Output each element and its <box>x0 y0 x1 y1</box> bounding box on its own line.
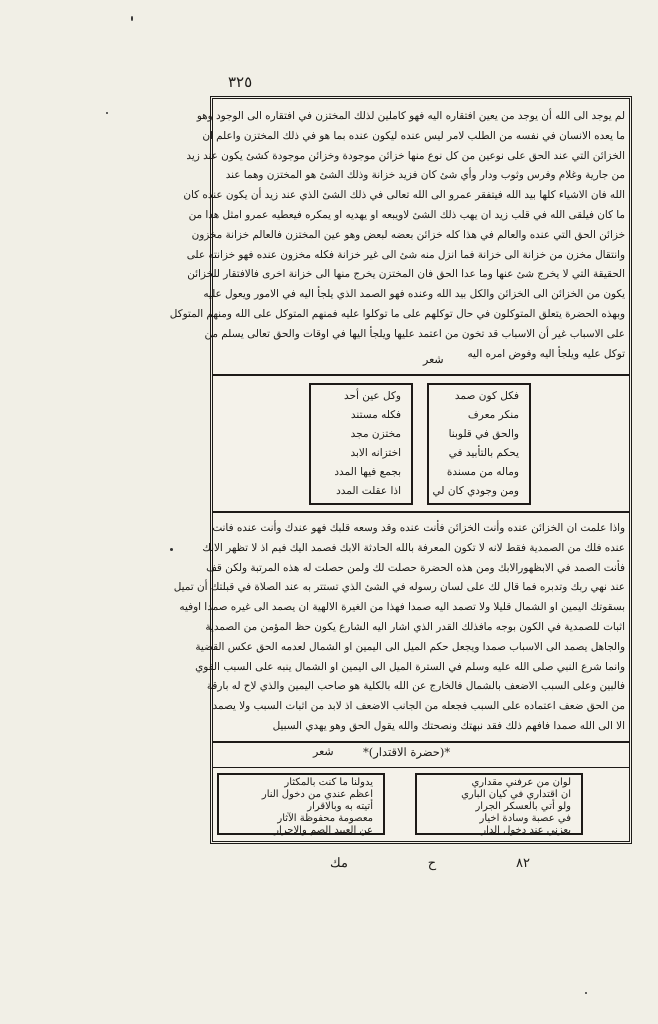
verse: اذا عقلت المدد <box>336 485 401 497</box>
page-number: ٣٢٥ <box>228 73 253 91</box>
verse: والحق في قلوبنا <box>448 428 519 440</box>
section2-text <box>173 517 629 739</box>
text-line: خزائن الحق التي عنده والعالم في هذا كله خزائن بعضه لبعض وهو عين المختزن فالعالم خزانة مخزون <box>191 228 625 241</box>
verse: معصومة محفوظة الآثار <box>277 813 373 824</box>
poem2 <box>217 773 583 835</box>
verse: أتيته به وبالاقرار <box>307 801 373 812</box>
verse: وماله من مسندة <box>446 466 519 478</box>
verse: اعظم عندي من دخول النار <box>261 789 373 800</box>
text-line: اثبات للصمدية في الكون بوجه مافذلك القدر الذي اشار اليه الشارع يكون حظ المؤمن من الصمدية <box>205 620 625 633</box>
text-line: ما يعده الانسان في نفسه من الطلب لامر ليس عنده ليكون عنده بما هو في ذلك المختزن واعلم ان <box>202 129 625 142</box>
poem1-right-column <box>427 383 531 505</box>
verse: في عصبة وسادة اخيار <box>479 813 571 824</box>
text-line: عند نهي ربك وتدبره فما قال لك على لسان رسوله في الشئ الذي تستتر به عند الصلاة في قبلتك أن تميل <box>173 581 625 594</box>
footer-letter: ح <box>427 856 437 871</box>
text-line: وانتقال مخزن من خزانة الى خزانة فما انزل منه شئ الى غير خزانة فكله مخزون عنده فهو خزانته على <box>186 248 625 261</box>
scan-speck <box>106 112 108 114</box>
footer-abbr: مك <box>330 856 348 871</box>
text-line: الخزائن التي عند الحق على نوعين من كل نوع منها خزائن موجودة وخزائن موجودة كشئ يكون عند زيد <box>186 149 625 162</box>
verse: لوان من عرفني مقداري <box>471 777 571 788</box>
scan-speck <box>585 992 587 994</box>
poem2-label: شعر <box>313 745 334 758</box>
text-line: توكل عليه ويلجأ اليه وفوض امره اليه <box>467 347 625 360</box>
verse: ان اقتداري في كيان الباري <box>461 789 571 800</box>
verse: ومن وجودي كان لي <box>432 485 519 497</box>
poem1-label: شعر <box>423 353 444 366</box>
verse: ولو أتي بالعسكر الجرار <box>475 801 571 812</box>
text-line: يكون من الخزائن الى الخزائن والكل بيد الله وعنده فهو الصمد الذي يلجأ اليه في الامور ويعول عليه <box>203 288 625 301</box>
page-footer <box>330 856 530 871</box>
text-line: من جارية وغلام وفرس وثوب ودار وأي شئ كان فزيد خزانة وذلك الشئ هو المختزن وهما عند <box>225 169 625 182</box>
verse: عن العبيد الصم والاحرار <box>274 825 373 836</box>
poem2-left-column <box>217 773 385 835</box>
text-line: على الاسباب غير أن الاسباب قد تخون من اعتمد عليها ويلجأ اليها في اوقات والحق تعالى يسلم من <box>204 327 625 340</box>
verse: فكل كون صمد <box>454 390 519 402</box>
poem1-left-column <box>309 383 413 505</box>
poem1 <box>309 383 531 505</box>
verse: يعزني عند دخول الدار <box>481 825 571 836</box>
verse: منكر معرف <box>467 409 519 421</box>
text-line: وبهذه الحضرة يتعلق المتوكلون في حال توكلهم على ما توكلوا عليه فمنهم المتوكل على الله ومنهم المتوكل <box>169 307 625 320</box>
section1-text <box>169 105 629 366</box>
text-line: من الحق ضعف اعتماده على السبب فجعله من الجانب الاضعف اذ لابد من اثبات السبب ولا يصمد <box>212 700 625 713</box>
verse: بجمع فيها المدد <box>334 466 401 478</box>
verse: اختزانه الابد <box>350 447 401 459</box>
text-line: الا الى الله صمدا فافهم ذلك فقد نبهتك ونصحتك والله يقول الحق وهو يهدي السبيل <box>272 719 625 732</box>
text-line: الله فان الاشياء كلها بيد الله فيتفقر عمرو الى الله تعالى في ذلك الشئ الذي عند زيد أن يكون عنده كان <box>183 189 625 202</box>
verse: وكل عين أحد <box>343 390 401 402</box>
poem2-heading: *(حضرة الاقتدار)* <box>363 745 451 759</box>
page-frame <box>169 96 632 844</box>
poem2-right-column <box>415 773 583 835</box>
text-line: ما كان فيلقى الله في قلب زيد ان يهب ذلك الشئ لاويبعه او يهديه او يمكره فيعطيه عمرو امثل هذا من <box>188 208 625 221</box>
text-line: والجاهل يصمد الى الاسباب صمدا ويجعل حكم الميل الى اليمين او الشمال لعدمه الحق عكس القضية <box>195 640 625 653</box>
signature-mark: ٨٢ <box>516 856 530 871</box>
scan-speck <box>170 548 173 551</box>
divider <box>213 374 629 376</box>
divider <box>213 511 629 513</box>
verse: مختزن مجد <box>350 428 401 440</box>
text-line: لم يوجد الى الله أن يوجد من يعين افتقاره اليه فهو كاملين لذلك المختزن في افتقاره الى الوجود وهو <box>196 110 625 122</box>
text-line: واذا علمت ان الخزائن عنده وأنت الخزائن فأنت عنده وقد وسعه قلبك فهو عندك وأنت عنده فانت <box>212 522 625 534</box>
text-line: الحقيقة التي لا يخرج شئ عنها وما عدا الحق فان المختزن يخرج منها الى خزانة اخرى فالافتقار للخزائن <box>187 268 625 281</box>
scan-speck <box>131 16 133 21</box>
text-line: عنده فلك من الصمدية فقط لانه لا تكون المعرفة بالله الحادثة الابك فصمد اليك فيم اذ لا تظهر الابك <box>202 541 625 554</box>
divider <box>213 741 629 743</box>
verse: يحكم بالتأبيد في <box>448 447 519 459</box>
text-line: فأنت الصمد في الابظهورالابك ومن هذه الحضرة حصلت لك ولمن حصلت له هذه المرتبة ولكن قف <box>206 561 625 574</box>
verse: يدولنا ما كنت بالمكثار <box>284 777 373 788</box>
text-line: وانما شرع النبي صلى الله عليه وسلم في السترة الميل الى اليمين او الشمال ينبه على السبب القوي <box>195 660 625 673</box>
divider <box>213 767 629 768</box>
text-line: فالبين وعلى السبب الاضعف بالشمال فالخارج عن الله بالكلية هو صاحب اليمين والذي لاح له بارقة <box>206 680 625 693</box>
text-line: بسقوتك اليمين او الشمال قليلا ولا تصمد اليه صمدا فهذا من الغيرة الالهية ان يصمد الى غيره صمدا اوفيه <box>179 601 625 614</box>
verse: فكله مستند <box>350 409 401 421</box>
